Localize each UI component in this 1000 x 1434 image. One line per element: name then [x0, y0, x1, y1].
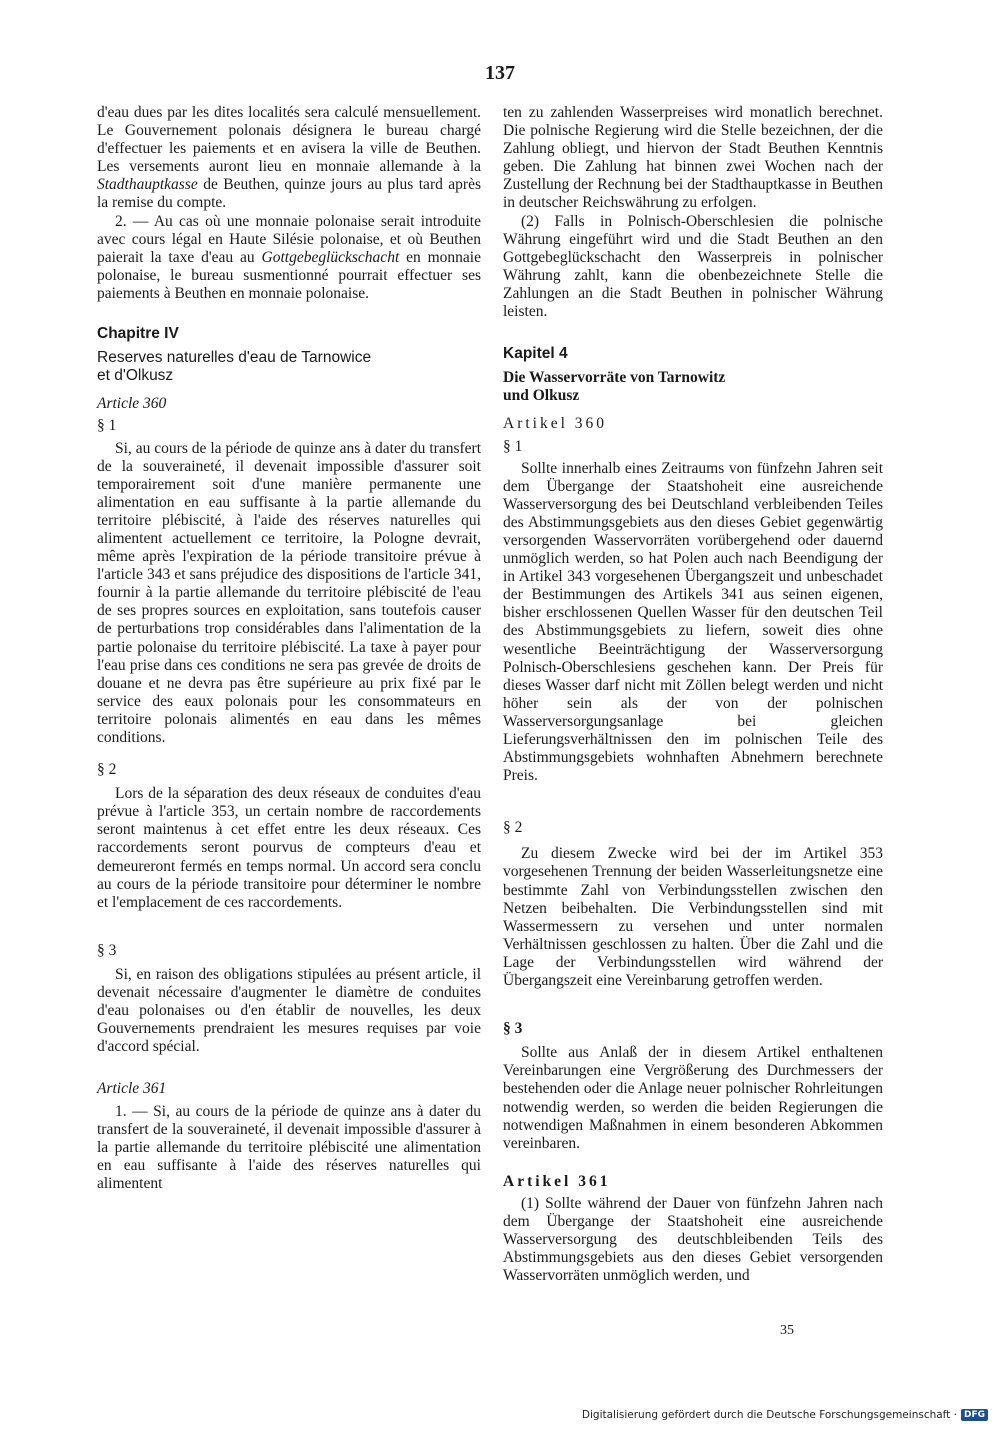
- de-intro-paragraph-2: (2) Falls in Polnisch-Oberschlesien die polnische Währung eingeführt wird und die Stadt Beuthen an den Gottgebeglückschacht den Wasserpreis in polnischer Währung zahlt, kann die obenbezeichnete Stelle die Zahlungen an die Stadt Beuthen in polnischer Währung leisten.: [503, 212, 883, 321]
- de-article-361-text: (1) Sollte während der Dauer von fünfzehn Jahren nach dem Übergange der Staatshoheit eine ausreichende Wasserversorgung des deutschbleibenden Teils des Abstimmungsgebiets aus den dieses Gebiet versorgenden Wasservorräten unmöglich werden, und: [503, 1194, 883, 1285]
- de-section-3-heading: § 3: [503, 1020, 523, 1038]
- dfg-logo: DFG: [961, 1409, 988, 1421]
- de-section-2-text: Zu diesem Zwecke wird bei der im Artikel 353 vorgesehenen Trennung der beiden Wasserleitungsnetze eine bestimmte Zahl von Verbindungsstellen zwischen den Netzen beibehalten. Die Verbindungsstellen sind mit Wassermessern zu versehen und unter normalen Verhältnissen geschlossen zu halten. Über die Zahl und die Lage der Verbindungsstellen wird während der Übergangszeit eine Vereinbarung getroffen werden.: [503, 845, 883, 990]
- fr-article-361-text: 1. — Si, au cours de la période de quinze ans à dater du transfert de la souveraineté, il devenait impossible d'assurer à la partie allemande du territoire plébiscité une alimentation en eau suffisante à l'aide des réserves naturelles qui alimentent: [97, 1102, 481, 1192]
- fr-article-360-heading: Article 360: [97, 395, 167, 413]
- fr-article-361-heading: Article 361: [97, 1080, 167, 1098]
- fr-intro-paragraph-2: 2. — Au cas où une monnaie polonaise serait introduite avec cours légal en Haute Silésie polonaise, et où Beuthen paierait la taxe d'eau au Gottgebeglückschacht en monnaie polonaise, le bureau susmentionné pourrait effectuer ses paiements à Beuthen en monnaie polonaise.: [97, 212, 481, 302]
- de-chapter-title-line-1: Die Wasservorräte von Tarnowitz: [503, 369, 726, 387]
- fr-section-1-text: Si, au cours de la période de quinze ans à dater du transfert de la souveraineté, il devenait impossible d'assurer soit temporairement soit d'une manière permanente une alimentation en eau suffisante à la partie allemande du territoire plébiscité, à l'aide des réserves naturelles qui alimentent actuellement ce territoire, la Pologne devrait, même après l'expiration de la période transitoire prévue à l'article 343 et sans préjudice des dispositions de l'article 341, fournir à la partie allemande du territoire plébiscité de l'eau de ses propres sources en exploitation, sans toutefois causer de perturbations trop considérables dans l'alimentation de la partie polonaise du territoire plébiscité. La taxe à payer pour l'eau prise dans ces conditions ne sera pas grevée de droits de douane et ne devra pas être supérieure au prix fixé par le service des eaux polonais pour les consommateurs en territoire polonais alimentés en eau dans les mêmes conditions.: [97, 439, 481, 746]
- footer-page-number: 35: [780, 1323, 794, 1338]
- credit-text: Digitalisierung gefördert durch die Deutsche Forschungsgemeinschaft ·: [581, 1409, 957, 1421]
- fr-chapter-title-line-1: Reserves naturelles d'eau de Tarnowice: [97, 349, 372, 367]
- fr-section-3-text: Si, en raison des obligations stipulées au présent article, il devenait nécessaire d'augmenter le diamètre de conduites d'eau polonaises ou d'en établir de nouvelles, les deux Gouvernements prendraient les mesures requises par voie d'accord spécial.: [97, 965, 481, 1056]
- digitization-credit: [582, 1409, 988, 1421]
- fr-intro-paragraph-1: d'eau dues par les dites localités sera calculé mensuellement. Le Gouvernement polonais désignera le bureau chargé d'effectuer les paiements et en avisera la ville de Beuthen. Les versements auront lieu en monnaie allemande à la Stadthauptkasse de Beuthen, quinze jours au plus tard après la remise du compte.: [97, 104, 481, 212]
- page-number: 137: [485, 62, 515, 84]
- fr-chapter-title-line-2: et d'Olkusz: [97, 367, 174, 385]
- fr-section-2-text: Lors de la séparation des deux réseaux de conduites d'eau prévue à l'article 353, un certain nombre de raccordements seront maintenus à cet effet entre les deux réseaux. Ces raccordements seront pourvus de compteurs d'eau et demeureront fermés en temps normal. Un accord sera conclu au cours de la période transitoire pour déterminer le nombre et l'emplacement de ces raccordements.: [97, 785, 481, 911]
- fr-section-3-heading: § 3: [97, 941, 117, 959]
- de-section-3-text: Sollte aus Anlaß der in diesem Artikel enthaltenen Vereinbarungen eine Vergrößerung des Durchmessers der bestehenden oder die Anlage neuer polnischer Rohrleitungen notwendig werden, so werden die beiden Regierungen die notwendigen Maßnahmen in einem besonderen Abkommen vereinbaren.: [503, 1044, 883, 1152]
- french-column: [97, 104, 481, 1193]
- de-section-1-text: Sollte innerhalb eines Zeitraums von fünfzehn Jahren seit dem Übergange der Staatshoheit eine ausreichende Wasserversorgung des bei Deutschland verbleibenden Teiles des Abstimmungsgebiets aus den dieses Gebiet gegenwärtig versorgenden Wasservorräten vorübergehend oder dauernd unmöglich werden, so hat Polen auch nach Beendigung der in Artikel 343 vorgesehenen Übergangszeit und unbeschadet der Bestimmungen des Artikels 341 aus seinen eigenen, bisher erschlossenen Quellen Wasser für den deutschen Teil des Abstimmungsgebiets zu liefern, soweit dies ohne wesentliche Beeinträchtigung der Wasserversorgung Polnisch-Oberschlesiens geschehen kann. Der Preis für dieses Wasser darf nicht mit Zöllen belegt werden und nicht höher sein als der von der polnischen Wasserversorgungsanlage bei gleichen Lieferungsverhältnissen den im polnischen Teile des Abstimmungsgebiets wohnhaften Abnehmern berechnete Preis.: [503, 459, 883, 785]
- de-intro-paragraph-1: ten zu zahlenden Wasserpreises wird monatlich berechnet. Die polnische Regierung wird die Stelle bezeichnen, der die Zahlung obliegt, und hiervon der Stadt Beuthen Kenntnis geben. Die Zahlung hat binnen zwei Wochen nach der Zustellung der Rechnung bei der Stadthauptkasse in Beuthen in deutscher Reichswährung zu erfolgen.: [503, 104, 883, 212]
- de-section-1-heading: § 1: [503, 437, 523, 455]
- fr-section-1-heading: § 1: [97, 417, 117, 435]
- de-section-2-heading: § 2: [503, 819, 523, 837]
- de-chapter-title-line-2: und Olkusz: [503, 387, 580, 405]
- de-chapter-label: Kapitel 4: [503, 345, 568, 363]
- de-article-361-heading: Artikel 361: [503, 1172, 611, 1190]
- german-column: [503, 104, 883, 1285]
- de-article-360-heading: Artikel 360: [503, 415, 608, 433]
- fr-chapter-label: Chapitre IV: [97, 325, 179, 343]
- fr-section-2-heading: § 2: [97, 761, 117, 779]
